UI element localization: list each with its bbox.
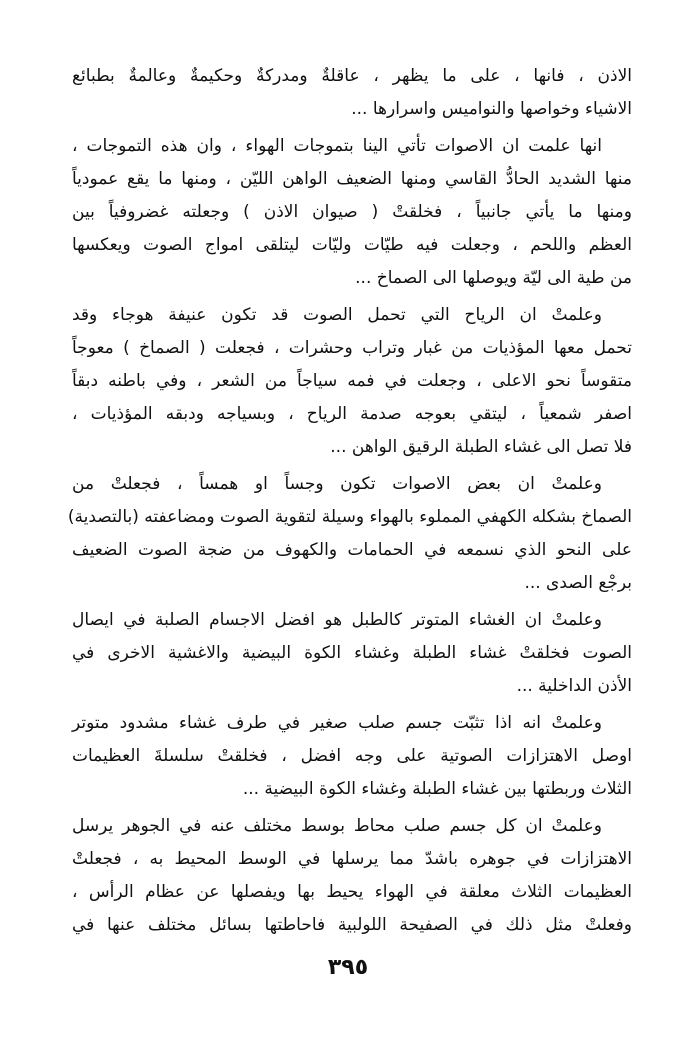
text-line: من طية الى ليّة ويوصلها الى الصماخ ... [355, 268, 632, 288]
paragraph-6 [72, 707, 632, 806]
text-line: وعلمتْ ان الرياح التي تحمل الصوت قد تكون عنيفة هوجاء وقد [72, 305, 602, 325]
paragraph-3 [72, 299, 632, 464]
text-line: الاشياء وخواصها والنواميس واسرارها ... [351, 99, 632, 119]
paragraph-2 [72, 130, 632, 295]
text-line: العظيمات الثلاث معلقة في الهواء يحيط بها ويفصلها عن عظام الرأس ، [72, 882, 632, 902]
text-line: الأذن الداخلية ... [516, 676, 632, 696]
page-number: ٣٩٥ [327, 955, 369, 980]
text-line: العظم واللحم ، وجعلت فيه طيّات وليّات ليتلقى امواج الصوت ويعكسها [72, 235, 632, 255]
text-line: فلا تصل الى غشاء الطبلة الرقيق الواهن ... [330, 437, 632, 457]
text-line: الثلاث وربطتها بين غشاء الطبلة وغشاء الكوة البيضية ... [242, 779, 632, 799]
text-line: وعلمتْ ان كل جسم صلب محاط بوسط مختلف عنه في الجوهر يرسل [72, 816, 602, 836]
text-line: برجْع الصدى ... [524, 573, 632, 593]
text-line: انها علمت ان الاصوات تأتي الينا بتموجات الهواء ، وان هذه التموجات ، [72, 136, 602, 156]
paragraph-5 [72, 604, 632, 703]
text-line: الاهتزازات في جوهره باشدّ مما يرسلها في الوسط المحيط به ، فجعلتْ [72, 849, 632, 869]
text-line: اصفر شمعياً ، ليتقي بعوجه صدمة الرياح ، وبسياجه ودبقه المؤذيات ، [72, 404, 632, 424]
text-line: وعلمتْ ان بعض الاصوات تكون وجساً او همساً ، فجعلتْ من [72, 474, 602, 494]
paragraph-1 [72, 60, 632, 126]
text-line: متقوساً نحو الاعلى ، وجعلت في فمه سياجاً من الشعر ، وفي باطنه دبقاً [72, 371, 632, 391]
text-line: الاذن ، فانها ، على ما يظهر ، عاقلةٌ ومدركةٌ وحكيمةٌ وعالمةٌ بطبائع [72, 66, 632, 86]
text-line: وعلمتْ انه اذا تثبّت جسم صلب صغير في طرف غشاء مشدود متوتر [72, 713, 602, 733]
text-line: منها الشديد الحادُّ القاسي ومنها الضعيف الواهن الليّن ، ومنها ما يقع عمودياً [72, 169, 632, 189]
paragraph-4 [67, 468, 632, 600]
text-line: الصماخ بشكله الكهفي المملوء بالهواء وسيلة لتقوية الصوت ومضاعفته (بالتصدية) [67, 507, 632, 527]
text-line: الصوت فخلقتْ غشاء الطبلة وغشاء الكوة البيضية والاغشية الاخرى في [72, 643, 632, 663]
text-line: تحمل معها المؤذيات من غبار وتراب وحشرات ، فجعلت ( الصماخ ) معوجاً [72, 338, 632, 358]
paragraph-7 [72, 810, 632, 942]
text-line: وفعلتْ مثل ذلك في الصفيحة اللولبية فاحاطتها بسائل مختلف عنها في [72, 915, 632, 935]
text-line: ومنها ما يأتي جانبياً ، فخلقتْ ( صيوان الاذن ) وجعلته غضروفياً بين [72, 202, 632, 222]
text-line: وعلمتْ ان الغشاء المتوتر كالطبل هو افضل الاجسام الصلبة في ايصال [72, 610, 602, 630]
text-line: اوصل الاهتزازات الصوتية على وجه افضل ، فخلقتْ سلسلةَ العظيمات [72, 746, 632, 766]
page-body [67, 60, 632, 942]
text-line: على النحو الذي نسمعه في الحمامات والكهوف من ضجة الصوت الضعيف [72, 540, 632, 560]
